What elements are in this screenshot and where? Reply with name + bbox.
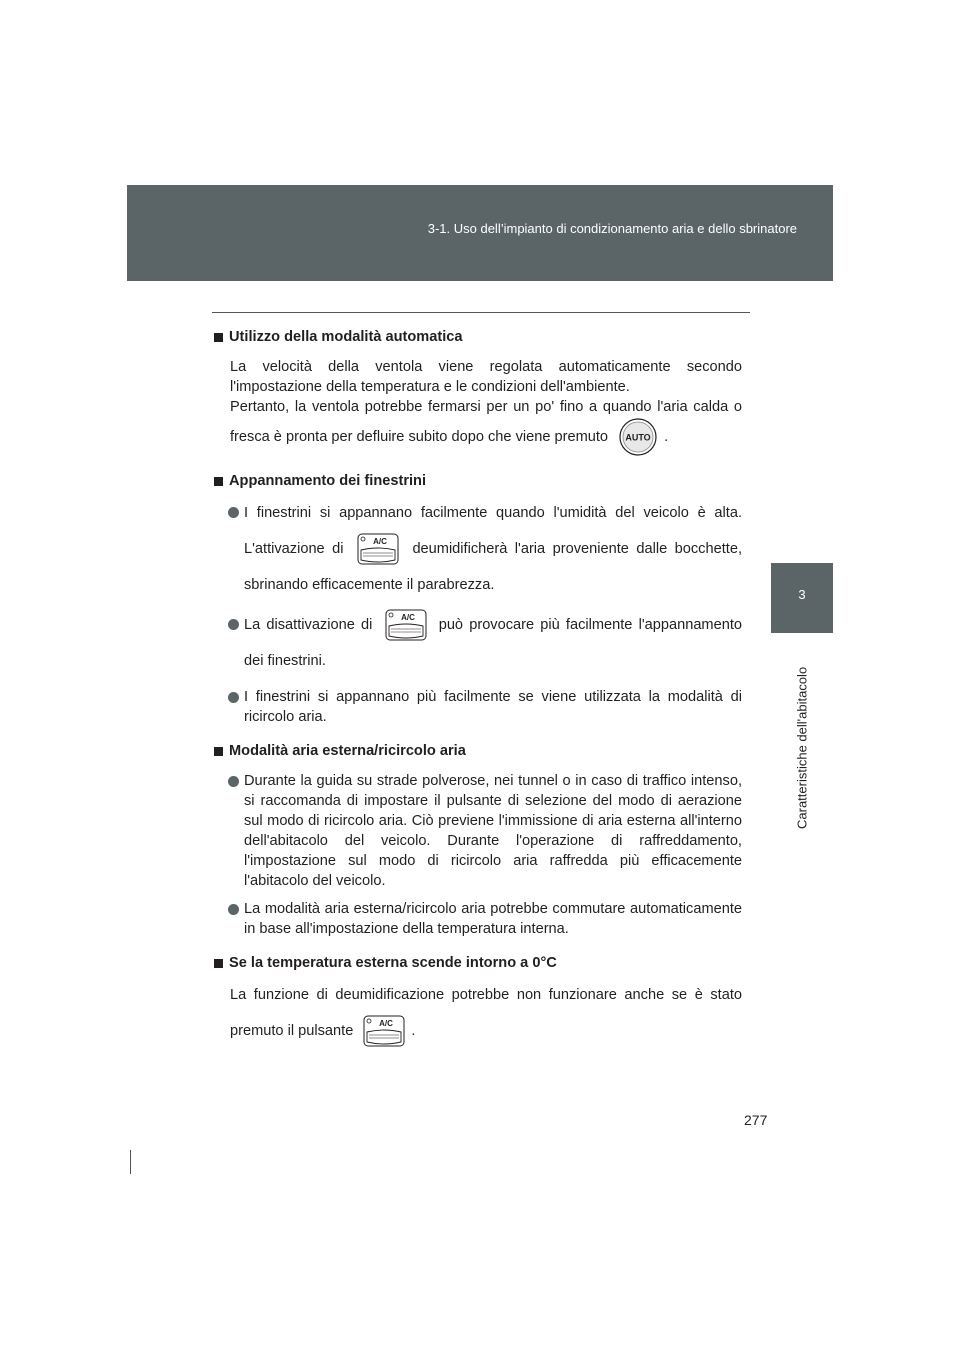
auto-button-label: AUTO bbox=[625, 432, 651, 443]
list-item bbox=[244, 899, 742, 939]
list-item bbox=[244, 687, 742, 727]
ac-button-icon bbox=[385, 609, 427, 641]
chapter-tab bbox=[771, 563, 833, 633]
section-heading bbox=[214, 327, 742, 347]
square-bullet-icon bbox=[214, 333, 223, 342]
list-item-text: La disattivazione di bbox=[244, 617, 373, 633]
paragraph-text: La funzione di deumidificazione potrebbe non funzionare anche se è stato premuto il pulsante bbox=[230, 987, 742, 1039]
list-item bbox=[244, 771, 742, 891]
section-title: 3-1. Uso dell’impianto di condizionamento aria e dello sbrinatore bbox=[427, 221, 797, 236]
paragraph-text: Pertanto, la ventola potrebbe fermarsi per un po' fino a quando l'aria calda o fresca è pronta per defluire subito dopo che viene premuto bbox=[230, 399, 742, 445]
list-item-text: può provocare più facilmente l'appannamento dei finestrini. bbox=[244, 617, 742, 669]
section-heading bbox=[214, 471, 742, 491]
round-bullet-icon bbox=[228, 507, 239, 518]
list-item-text: Durante la guida su strade polverose, nei tunnel o in caso di traffico intenso, si raccomanda di impostare il pulsante di selezione del modo di aerazione sul modo di ricircolo aria. Ciò previene l'immissione di aria esterna all'interno dell'abitacolo del veicolo. Durante l'operazione di raffreddamento, l'impostazione sul modo di ricircolo aria raffredda più efficacemente l'abitacolo del veicolo. bbox=[244, 773, 742, 889]
ac-button-icon bbox=[357, 533, 399, 565]
section-low-temperature bbox=[214, 953, 742, 1049]
heading-text: Modalità aria esterna/ricircolo aria bbox=[229, 743, 466, 759]
square-bullet-icon bbox=[214, 747, 223, 756]
heading-text: Utilizzo della modalità automatica bbox=[229, 329, 463, 345]
list-item-text: I finestrini si appannano più facilmente se viene utilizzata la modalità di ricircolo aria. bbox=[244, 689, 742, 725]
ac-button-label: A/C bbox=[400, 613, 415, 623]
auto-button-icon bbox=[618, 417, 658, 457]
ac-button-label: A/C bbox=[379, 1019, 394, 1029]
list-item bbox=[244, 607, 742, 679]
paragraph-text: . bbox=[411, 1023, 416, 1039]
list-item bbox=[244, 495, 742, 603]
heading-text: Se la temperatura esterna scende intorno a 0°C bbox=[229, 955, 557, 971]
crop-mark bbox=[130, 1150, 131, 1174]
ac-button-icon bbox=[363, 1015, 405, 1047]
round-bullet-icon bbox=[228, 904, 239, 915]
section-heading bbox=[214, 741, 742, 761]
round-bullet-icon bbox=[228, 776, 239, 787]
section-heading bbox=[214, 953, 742, 973]
top-rule bbox=[212, 312, 750, 313]
paragraph-text: . bbox=[664, 428, 669, 445]
section-window-fogging bbox=[214, 471, 742, 727]
list-item-text: La modalità aria esterna/ricircolo aria potrebbe commutare automaticamente in base all'impostazione della temperatura interna. bbox=[244, 901, 742, 937]
paragraph: La velocità della ventola viene regolata automaticamente secondo l'impostazione della temperatura e le condizioni dell'ambiente. bbox=[230, 359, 742, 395]
list-item-text: deumidificherà l'aria proveniente dalle bocchette, sbrinando efficacemente il parabrezza. bbox=[244, 541, 742, 593]
ac-button-label: A/C bbox=[373, 537, 387, 547]
paragraph bbox=[230, 977, 742, 1049]
chapter-label: Caratteristiche dell'abitacolo bbox=[794, 666, 810, 829]
square-bullet-icon bbox=[214, 959, 223, 968]
heading-text: Appannamento dei finestrini bbox=[229, 473, 427, 489]
page-content bbox=[214, 327, 742, 1049]
round-bullet-icon bbox=[228, 619, 239, 630]
round-bullet-icon bbox=[228, 692, 239, 703]
square-bullet-icon bbox=[214, 477, 223, 486]
section-automatic-mode bbox=[214, 327, 742, 457]
section-air-mode bbox=[214, 741, 742, 939]
chapter-number: 3 bbox=[798, 587, 806, 602]
page-number: 277 bbox=[744, 1112, 768, 1128]
header-band bbox=[127, 185, 833, 281]
paragraph bbox=[230, 397, 742, 457]
list-item-text: I finestrini si appannano facilmente quando l'umidità del veicolo è alta. L'attivazione di bbox=[244, 505, 742, 557]
